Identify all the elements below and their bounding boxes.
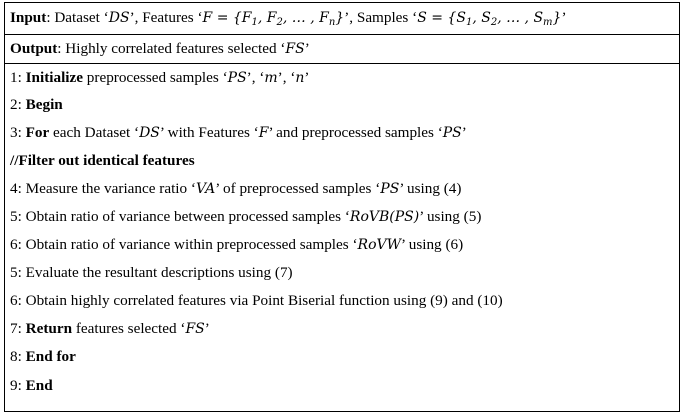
step-3: 3: For each Dataset ‘DS’ with Features ‘F’ and preprocessed samples ‘PS’: [10, 124, 467, 141]
input-label: Input: [10, 9, 47, 26]
features-set: $F = \{F_1$, $F_2$, … , $F_n$}: [202, 10, 345, 28]
fs-symbol: FS: [285, 41, 305, 57]
step-5b: 5: Evaluate the resultant descriptions using (7): [10, 264, 293, 281]
output-label: Output: [10, 40, 58, 57]
samples-set: $S = \{S_1$, $S_2$, … , $S_m$}: [417, 10, 562, 28]
output-row: Output: Highly correlated features selected ‘FS’: [5, 35, 679, 64]
step-5a: 5: Obtain ratio of variance between processed samples ‘RoVB(PS)’ using (5): [10, 208, 482, 225]
step-6a: 6: Obtain ratio of variance within preprocessed samples ‘RoVW’ using (6): [10, 236, 464, 253]
step-7: 7: Return features selected ‘FS’: [10, 320, 210, 337]
dataset-symbol: DS: [108, 10, 130, 26]
algorithm-box: [4, 2, 680, 412]
step-1: 1: Initialize preprocessed samples ‘PS’, ‘m’, ‘n’: [10, 68, 310, 86]
input-row: Input: Dataset ‘DS’, Features ‘$F = \{F_1$, $F_2$, … , $F_n$}’, Samples ‘$S = \{S_1$, $S_2$, … , $S_m$}’: [5, 3, 679, 35]
step-9: 9: End: [10, 377, 53, 394]
step-2: 2: Begin: [10, 96, 63, 113]
step-8: 8: End for: [10, 348, 76, 365]
step-6b: 6: Obtain highly correlated features via Point Biserial function using (9) and (10): [10, 292, 503, 309]
comment-filter: //Filter out identical features: [10, 152, 195, 169]
step-4: 4: Measure the variance ratio ‘VA’ of preprocessed samples ‘PS’ using (4): [10, 180, 462, 197]
